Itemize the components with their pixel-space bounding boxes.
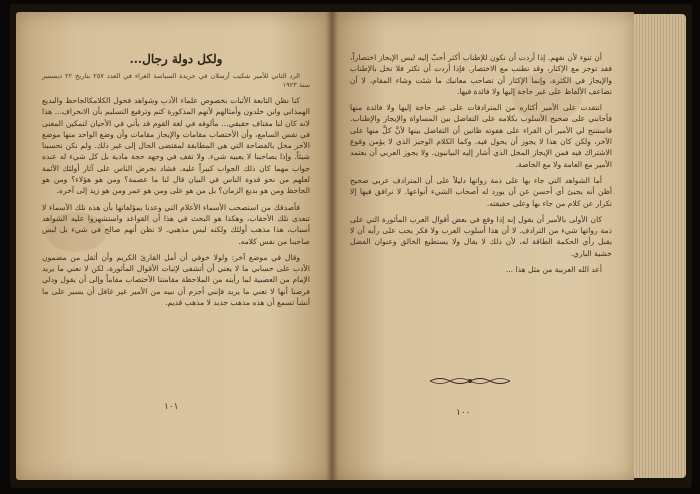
- open-book: [10, 4, 692, 488]
- paragraph: كنا نظن التابعة الأثبات بخصوص علماء الأدب وشواهد فحول الكلامكالجاحظ والبديع الهمذاني وابن خلدون وأمثالهم لأنهم المذكورة كتم وترفيع التسليم بأن الانحراف... هذا لانه كان لنا مقتاف حقيقي... مألوفه في لغة القوم قد يأتي في الأحيان لتمكين المعنى في نفس السامع، وأن الأختصاب مقامات والإيجاز مقامات وأن وضع الواحد منها موضع الآخر مخل بالفصاحة التي هي المطابقة لمقتضى الحال إلى غير ذلك. ولم نكن نحسبنا شيئاً. وإذا يصاحبنا لا يعبيه شيء. ولا تقف في وجهه حجة مادية بل كل شيء له عنده جواب مهما كان ذلك الجواب كبيراً عليه. فشاد نحرض الناس على آثار أولئك الأئمة لعلهم من نحو قدوة الناس في البيان قال لنا ما عصمة؟ ومن هو هؤلاء؟ ومن هو الجاحظ ومن هو بديع الزمان؟ بل من هو على ومن هو عمر ومن هو زيد إلى آخره.: [42, 96, 310, 196]
- book-gutter: [326, 12, 338, 480]
- page-edges: [634, 14, 686, 478]
- left-page: [16, 12, 332, 480]
- page-number: ١٠٠: [456, 408, 471, 418]
- paragraph: فأصدقك من استصحب الأسماء الأعلام التي وعدنا بمؤلفاتها بأن هذه تلك الأسماء لا تتعدى تلك الأحقاب، وهكذا هو البحث في هذا أن القواعد واستشهروا عليه الشواهد أسباب، هذا مذهب أولئك ولكنه ليس مذهبي. لا نظن أنهم صالح في شيء بل لبس صاحبنا من نفس كلامه.: [42, 202, 310, 246]
- paragraph: أعد الله العربية من مثل هذا ...: [505, 265, 602, 275]
- decorative-ornament-icon: [428, 374, 512, 388]
- page-title: ولكل دولة رجال...: [129, 52, 223, 66]
- paragraph: أن تنوء لأن نفهم. إذا أردت أن نكون للإطناب أكثر أحبّ إليه ليس الإيجاز اختصاراً، فقد توجز مع الإكثار، وقد تطنب مع الاختصار. فإذا أردت أن تكثر فلا تخل بالإطناب والإيجاز في الكثرة، وإنما الإكثار أن تصاحب معانيك ما شئت وشاء المقام، لا أن تضاعف الألفاظ على غير حاجة إليها ولا فائدة فيها.: [350, 53, 612, 96]
- page-number: ١٠١: [164, 402, 179, 412]
- right-page: [332, 12, 634, 480]
- paragraph: كان الأولى بالأمير أن يقول إنه إذا وقع في بعض أقوال العرب المأثورة التي على ذمة رواتها شيء من الترادف. لا أن هذا أسلوب العرب ولا فكر يجب على رأيه أن لا يقبل رأي الحكمة الطاقة له، لأن ذلك لا يقال ولا يستطيع الخالق وعنوان الفضل خشية الباري.: [350, 214, 612, 258]
- paragraph: وقال في موضع آخر: ولولا خوفي أن أمل القارئ الكريم وأن أثقل من مضمون الأدب على حسابي ما لا يعني أن أتشفى لإثبات الأقوال المأثورة، لكن لا نعني ما يريد الإمام من العصبية لما رأيته من الملاحظة مقامتنا الأختصاب مقاماً وإلى أن يقول ودلي فرضنا أنها لا تعني ما يريد فإنني أجزم أن نبيه من الأمير غير غافل أن يسير على ما أنشأ تسمع أن هذه مذهب جديد لا مذهب قديم.: [42, 252, 310, 308]
- left-page-text: [42, 72, 310, 313]
- paragraph: أما الشواهد التي جاء بها على ذمة رواتها دليلاً على أن المترادف عربي صحيح أظن أنه يجيئ أي أحسن عن أن يورد له أصحاب الشيء أنواعها. لا نرافق فيها إلا تكرار عن كلام من جاء بها وعلى حقيقته.: [350, 175, 612, 208]
- paragraph: انتقدت على الأمير أكثاره من المترادفات على غير حاجة إليها ولا فائدة منها فأجابني على صحيح الأسلوب بكلامه على التفاضل بين المساواة والإيجاز والإطناب. فاستنتج لي الأمير أن القراء على هفوته ظانين أن التفاضل بينها لأنَّ كلَّ منها على الآخر، ولكن كان هذا لا يجوز أن يحول فيه. وكما الكلام الوجيز الذي لا يؤمن وقوع الاشتراك فيه فمن الإيجاز المخل الذي أشار إليه البيانيون. ولا يجوز العربي أن يعتمد الأمير مع العامة ولا مع الخاصة.: [350, 103, 612, 169]
- article-subtitle: الرد الثاني للأمير شكيب أرسلان في جريدة السياسة الغراء في العدد ٢٥٧ بتاريخ ٢٢ ديسمبر سنة ١٩٢٣: [42, 72, 310, 89]
- right-page-text: [350, 52, 612, 280]
